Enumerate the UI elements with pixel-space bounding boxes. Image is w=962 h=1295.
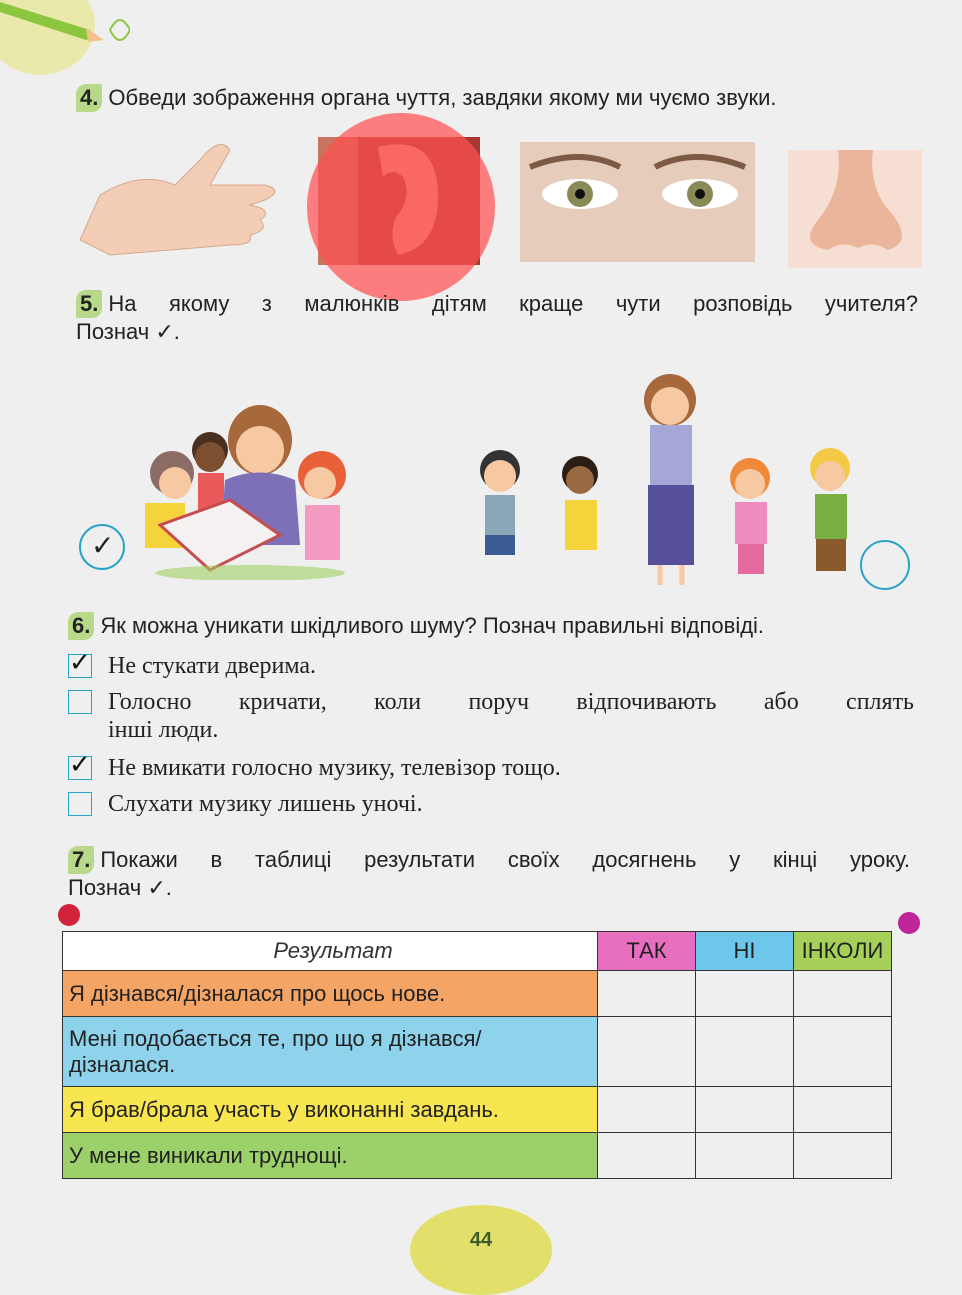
table-row (63, 1017, 892, 1087)
task-5-line2: Познач ✓. (76, 319, 180, 344)
task-number: 5. (76, 290, 102, 318)
cell-yes[interactable] (598, 1087, 696, 1133)
task-number: 7. (68, 846, 94, 874)
answer-circle-highlight (307, 113, 495, 301)
task-4 (76, 84, 916, 112)
option-text: Не вмикати голосно музику, телевізор тощо. (108, 755, 561, 781)
table-row (63, 971, 892, 1017)
cell-sometimes[interactable] (794, 1133, 892, 1179)
option-text: Слухати музику лишень уночі. (108, 791, 423, 817)
row-text-line2: дізналася. (69, 1051, 176, 1077)
task-7 (68, 846, 910, 902)
check-mark: ✓ (91, 529, 115, 562)
task-6-text: Як можна уникати шкідливого шуму? Познач правильні відповіді. (100, 613, 765, 638)
cell-yes[interactable] (598, 1133, 696, 1179)
header-yes: ТАК (598, 932, 696, 971)
option-text-line2: інші люди. (108, 717, 219, 743)
header-sometimes: ІНКОЛИ (794, 932, 892, 971)
option-4 (68, 790, 914, 818)
cell-sometimes[interactable] (794, 1017, 892, 1087)
check-mark: ✓ (69, 750, 91, 780)
table-row (63, 1133, 892, 1179)
header-no: НІ (696, 932, 794, 971)
row-label (63, 1133, 598, 1179)
task-4-text: Обведи зображення органа чуття, завдяки якому ми чуємо звуки. (108, 85, 777, 110)
option-text: Не стукати дверима. (108, 653, 317, 679)
row-text: Мені подобається те, про що я дізнався/ (69, 1025, 482, 1051)
pin-icon (898, 912, 920, 934)
option-3 (68, 750, 914, 782)
table-row (63, 1087, 892, 1133)
task-7-line1: Покажи в таблиці результати своїх досягнень у кінці уроку. (100, 847, 910, 872)
row-text: Я брав/брала участь у виконанні завдань. (69, 1096, 499, 1122)
table-header-row (63, 932, 892, 971)
task-6 (68, 612, 914, 640)
cell-no[interactable] (696, 1133, 794, 1179)
row-label (63, 1087, 598, 1133)
teacher-standing-kids-image (470, 370, 860, 590)
pin-icon (58, 904, 80, 926)
checkbox-4[interactable] (68, 792, 92, 816)
task-7-line2: Познач ✓. (68, 875, 172, 900)
cell-yes[interactable] (598, 971, 696, 1017)
eyes-image (520, 142, 755, 262)
task-number: 6. (68, 612, 94, 640)
cell-no[interactable] (696, 1017, 794, 1087)
nose-image (788, 150, 922, 268)
header-result: Результат (63, 932, 598, 971)
task-number: 4. (76, 84, 102, 112)
page-number-text: 44 (469, 1229, 493, 1251)
checkbox-1[interactable] (68, 648, 92, 678)
cell-yes[interactable] (598, 1017, 696, 1087)
pencil-decoration-icon (0, 0, 130, 80)
task-6-options (68, 648, 914, 818)
cell-no[interactable] (696, 971, 794, 1017)
check-mark: ✓ (69, 648, 91, 678)
cell-sometimes[interactable] (794, 971, 892, 1017)
cell-no[interactable] (696, 1087, 794, 1133)
task-5-line1: На якому з малюнків дітям краще чути розповідь учителя? (108, 291, 918, 316)
row-text: У мене виникали труднощі. (69, 1142, 348, 1168)
results-table (62, 931, 892, 1179)
hand-image (80, 130, 290, 260)
option-text: Голосно кричати, коли поруч відпочивають або сплять (108, 689, 914, 715)
checkbox-3[interactable] (68, 750, 92, 780)
task-5 (76, 290, 918, 346)
check-circle-right[interactable] (860, 540, 910, 590)
option-2 (68, 688, 914, 744)
row-label (63, 1017, 598, 1087)
checkbox-2[interactable] (68, 690, 92, 714)
check-circle-left[interactable] (79, 524, 125, 570)
row-text: Я дізнався/дізналася про щось нове. (69, 980, 446, 1006)
row-label (63, 971, 598, 1017)
cell-sometimes[interactable] (794, 1087, 892, 1133)
option-1 (68, 648, 914, 680)
teacher-reading-group-image (130, 395, 365, 580)
page-number (410, 1205, 552, 1295)
